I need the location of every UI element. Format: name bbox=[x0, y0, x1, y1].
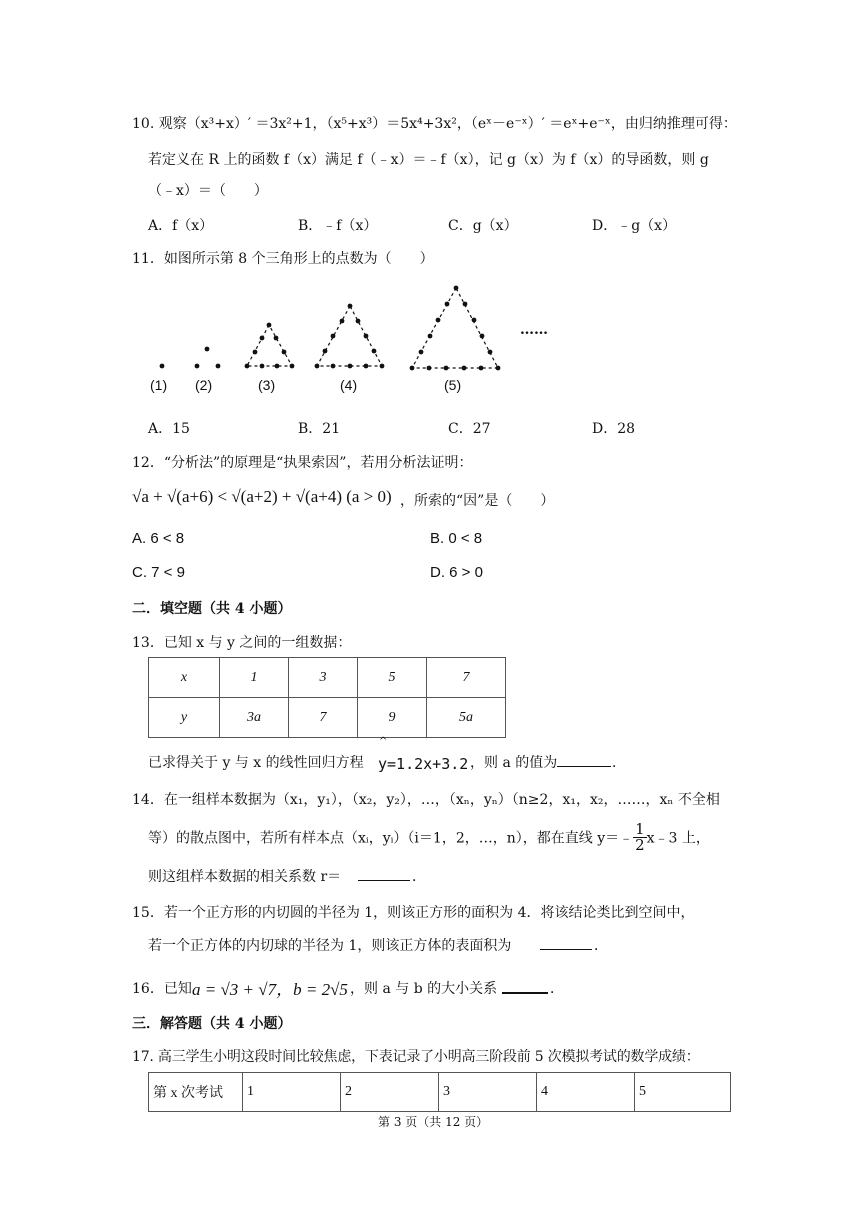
q14-line2-post: x﹣3 上， bbox=[646, 830, 710, 847]
q12-stem: 12．“分析法”的原理是“执果索因”，若用分析法证明： bbox=[132, 455, 473, 471]
q11-option-c: C．27 bbox=[448, 421, 491, 437]
q16-answer-blank bbox=[502, 978, 548, 998]
table-header-cell: 第 x 次考试 bbox=[149, 1073, 243, 1112]
q14-line2 bbox=[148, 822, 710, 853]
q11-option-a: A．15 bbox=[148, 421, 190, 437]
q10-line2: 若定义在 R 上的函数 f（x）满足 f（﹣x）＝﹣f（x），记 g（x）为 f（x）的导函数，则 g bbox=[148, 152, 709, 168]
table-header-cell: 1 bbox=[243, 1073, 341, 1112]
q14-line3: 则这组样本数据的相关系数 r＝ bbox=[148, 869, 342, 885]
q10-option-d: D．﹣g（x） bbox=[592, 218, 677, 234]
q13-equation: y=1.2x+3.2 bbox=[378, 755, 469, 773]
q10-option-c: C．g（x） bbox=[448, 218, 518, 234]
q17-stem: 17. 高三学生小明这段时间比较焦虑，下表记录了小明高三阶段前 5 次模拟考试的数学成绩： bbox=[132, 1049, 700, 1065]
section-2-heading: 二．填空题（共 4 小题） bbox=[132, 601, 292, 617]
q11-option-b: B．21 bbox=[298, 421, 341, 437]
table-row bbox=[149, 698, 506, 738]
table-cell: x bbox=[149, 658, 220, 698]
q13-hat: ^ bbox=[379, 736, 388, 747]
q12-option-b: B. 0 < 8 bbox=[430, 530, 483, 547]
fraction-numerator: 1 bbox=[635, 820, 645, 838]
table-cell: y bbox=[149, 698, 220, 738]
q11-stem: 11．如图所示第 8 个三角形上的点数为（ ） bbox=[132, 251, 434, 267]
q16-formula: a = √3 + √7，b = 2√5 bbox=[192, 980, 348, 999]
q10-option-b: B．﹣f（x） bbox=[298, 218, 378, 234]
figure-label-5: (5) bbox=[444, 377, 462, 393]
table-cell: 7 bbox=[427, 658, 506, 698]
table-cell: 5a bbox=[427, 698, 506, 738]
q15-line1: 15．若一个正方形的内切圆的半径为 1，则该正方形的面积为 4．将该结论类比到空间中， bbox=[132, 905, 695, 921]
q16-prefix: 16．已知 bbox=[132, 981, 192, 997]
figure-label-1: (1) bbox=[150, 377, 168, 393]
table-header-cell: 4 bbox=[537, 1073, 635, 1112]
table-cell: 9 bbox=[358, 698, 427, 738]
q15-line2: 若一个正方体的内切球的半径为 1，则该正方体的表面积为 bbox=[148, 938, 512, 954]
q10-line1: 10. 观察（x³+x）′ ＝3x²+1，（x⁵+x³）＝5x⁴+3x²，（eˣ－e⁻ˣ）′ ＝eˣ+e⁻ˣ，由归纳推理可得： bbox=[132, 116, 737, 132]
table-header-cell: 2 bbox=[341, 1073, 439, 1112]
q13-stem: 13．已知 x 与 y 之间的一组数据： bbox=[132, 635, 352, 651]
q14-line2-pre: 等）的散点图中，若所有样本点（xᵢ，yᵢ）（i＝1，2，…，n），都在直线 y＝﹣ bbox=[148, 830, 634, 847]
q15-answer-blank bbox=[540, 935, 592, 954]
table-row bbox=[149, 658, 506, 698]
q16-suffix: ，则 a 与 b 的大小关系 bbox=[350, 981, 498, 997]
q13-end: ． bbox=[612, 755, 626, 771]
q14-fraction bbox=[633, 822, 647, 853]
q12-option-c: C. 7 < 9 bbox=[132, 564, 185, 581]
figure-label-4: (4) bbox=[340, 377, 358, 393]
q14-line1: 14．在一组样本数据为（x₁，y₁），（x₂，y₂），…，（xₙ，yₙ）（n≥2，x₁，x₂，……，xₙ 不全相 bbox=[132, 792, 720, 808]
q15-end: ． bbox=[594, 938, 608, 954]
table-header-cell: 3 bbox=[439, 1073, 537, 1112]
section-3-heading: 三．解答题（共 4 小题） bbox=[132, 1016, 292, 1032]
table-cell: 1 bbox=[220, 658, 289, 698]
q12-option-d: D. 6 > 0 bbox=[430, 564, 483, 581]
q13-answer-blank bbox=[557, 752, 611, 771]
q13-data-table bbox=[148, 657, 506, 738]
q10-option-a: A．f（x） bbox=[148, 218, 214, 234]
table-cell: 3a bbox=[220, 698, 289, 738]
q14-end: ． bbox=[412, 869, 426, 885]
q14-answer-blank bbox=[358, 866, 410, 885]
q12-formula: √a + √(a+6) < √(a+2) + √(a+4) (a > 0) bbox=[132, 487, 392, 506]
table-cell: 3 bbox=[289, 658, 358, 698]
q13-text-after: ，则 a 的值为 bbox=[470, 755, 558, 771]
table-row bbox=[149, 1073, 731, 1112]
q12-option-a: A. 6 < 8 bbox=[132, 530, 185, 547]
q16-end: ． bbox=[550, 981, 564, 997]
fraction-denominator: 2 bbox=[635, 836, 645, 854]
q12-tail: ，所索的“因”是（ ） bbox=[400, 493, 555, 509]
figure-ellipsis: …… bbox=[520, 322, 548, 338]
q11-option-d: D．28 bbox=[592, 421, 636, 437]
table-cell: 7 bbox=[289, 698, 358, 738]
page-footer: 第 3 页（共 12 页） bbox=[378, 1115, 489, 1129]
q10-line3: （﹣x）＝（ ） bbox=[148, 183, 268, 199]
figure-label-2: (2) bbox=[195, 377, 213, 393]
q13-text-before: 已求得关于 y 与 x 的线性回归方程 bbox=[148, 755, 364, 771]
q17-score-table bbox=[148, 1072, 731, 1112]
table-header-cell: 5 bbox=[635, 1073, 731, 1112]
table-cell: 5 bbox=[358, 658, 427, 698]
figure-label-3: (3) bbox=[258, 377, 276, 393]
